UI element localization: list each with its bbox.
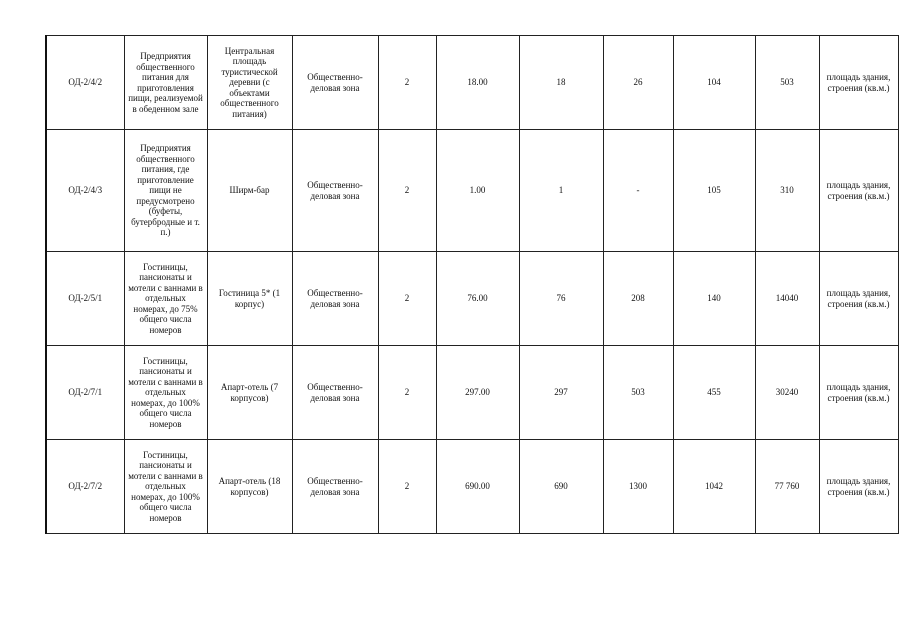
cell-unit: площадь здания, строения (кв.м.) [819,36,898,130]
cell-use-type: Предприятия общественного питания, где приготовление пищи не предусмотрено (буфеты, бутербродные и т. п.) [124,130,207,252]
cell-col5: 2 [378,36,436,130]
cell-col8: 503 [603,346,673,440]
cell-object: Ширм-бар [207,130,292,252]
cell-use-type: Гостиницы, пансионаты и мотели с ваннами в отдельных номерах, до 75% общего числа номеров [124,252,207,346]
cell-col7: 76 [519,252,603,346]
cell-code: ОД-2/7/1 [46,346,124,440]
cell-col6: 1.00 [436,130,519,252]
cell-use-type: Гостиницы, пансионаты и мотели с ваннами в отдельных номерах, до 100% общего числа номеров [124,440,207,534]
cell-col8: 208 [603,252,673,346]
cell-col7: 690 [519,440,603,534]
cell-col5: 2 [378,346,436,440]
data-table [45,35,899,534]
cell-unit: площадь здания, строения (кв.м.) [819,130,898,252]
cell-col5: 2 [378,252,436,346]
cell-col7: 297 [519,346,603,440]
cell-col6: 76.00 [436,252,519,346]
cell-col5: 2 [378,440,436,534]
cell-col9: 1042 [673,440,755,534]
cell-object: Апарт-отель (18 корпусов) [207,440,292,534]
cell-code: ОД-2/5/1 [46,252,124,346]
cell-col10: 14040 [755,252,819,346]
cell-zone: Общественно-деловая зона [292,252,378,346]
cell-object: Центральная площадь туристической деревни (с объектами общественного питания) [207,36,292,130]
cell-object: Гостиница 5* (1 корпус) [207,252,292,346]
cell-col7: 18 [519,36,603,130]
cell-use-type: Предприятия общественного питания для приготовления пищи, реализуемой в обеденном зале [124,36,207,130]
cell-col6: 297.00 [436,346,519,440]
cell-col10: 310 [755,130,819,252]
cell-col9: 455 [673,346,755,440]
table-row [46,252,898,346]
cell-col5: 2 [378,130,436,252]
cell-col9: 105 [673,130,755,252]
cell-code: ОД-2/7/2 [46,440,124,534]
cell-code: ОД-2/4/3 [46,130,124,252]
table-row [46,346,898,440]
cell-col10: 503 [755,36,819,130]
cell-col7: 1 [519,130,603,252]
cell-col9: 140 [673,252,755,346]
cell-zone: Общественно-деловая зона [292,440,378,534]
cell-col6: 18.00 [436,36,519,130]
cell-col6: 690.00 [436,440,519,534]
table-row [46,130,898,252]
cell-use-type: Гостиницы, пансионаты и мотели с ваннами в отдельных номерах, до 100% общего числа номеров [124,346,207,440]
cell-col8: 1300 [603,440,673,534]
table-body [46,36,898,534]
cell-col9: 104 [673,36,755,130]
cell-col10: 77 760 [755,440,819,534]
cell-code: ОД-2/4/2 [46,36,124,130]
cell-zone: Общественно-деловая зона [292,130,378,252]
cell-unit: площадь здания, строения (кв.м.) [819,346,898,440]
cell-unit: площадь здания, строения (кв.м.) [819,252,898,346]
cell-object: Апарт-отель (7 корпусов) [207,346,292,440]
cell-zone: Общественно-деловая зона [292,36,378,130]
cell-col8: - [603,130,673,252]
table-row [46,36,898,130]
cell-col8: 26 [603,36,673,130]
cell-col10: 30240 [755,346,819,440]
cell-zone: Общественно-деловая зона [292,346,378,440]
cell-unit: площадь здания, строения (кв.м.) [819,440,898,534]
table-row [46,440,898,534]
